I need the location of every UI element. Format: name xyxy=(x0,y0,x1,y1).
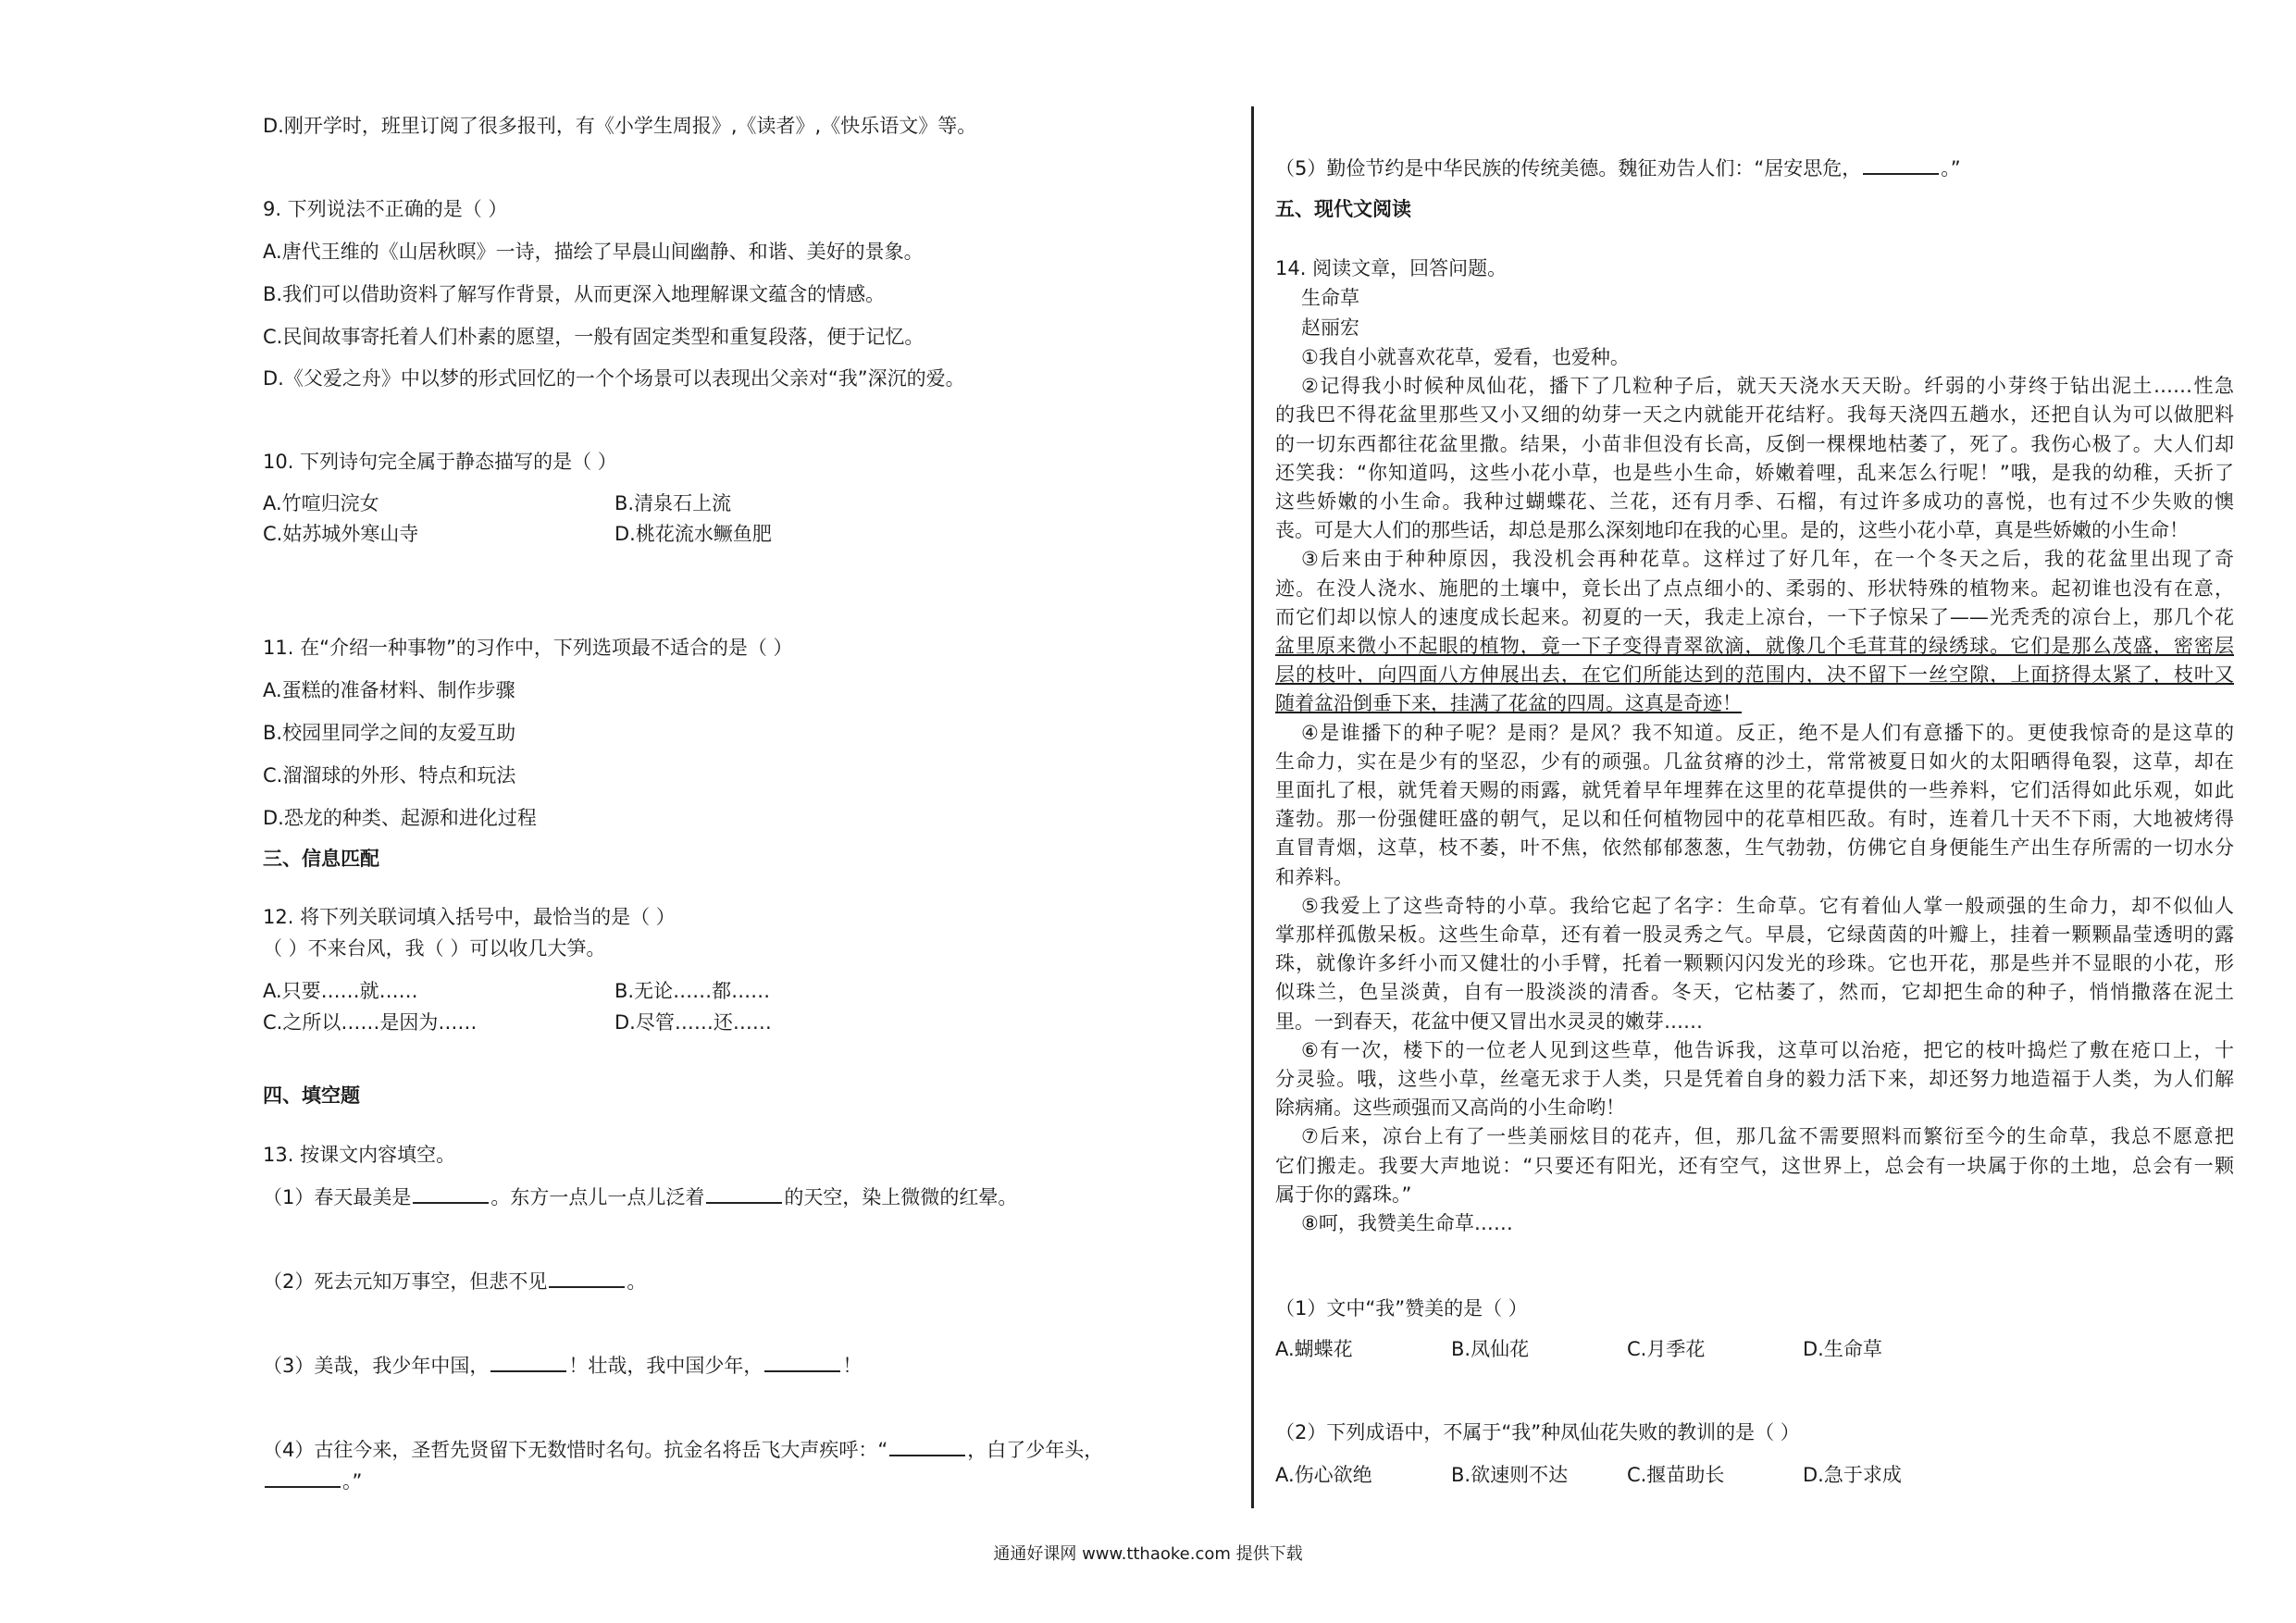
passage-line: 直冒青烟，这草，枝不萎，叶不焦，依然郁郁葱葱，生气勃勃，仿佛它自身便能生产出生存所需的一切水分 xyxy=(1275,836,2234,860)
q11-option-d: D.恐龙的种类、起源和进化过程 xyxy=(263,807,537,829)
q10-option-d: D.桃花流水鳜鱼肥 xyxy=(614,523,772,545)
q13-item-2: （2）死去元知万事空，但悲不见 。 xyxy=(263,1270,647,1293)
q14-sub1-stem: （1）文中“我”赞美的是（ ） xyxy=(1275,1297,1528,1319)
passage-line: 掌那样孤傲呆板。这些生命草，还有着一股灵秀之气。早晨，它绿茵茵的叶瓣上，挂着一颗颗晶莹透明的露 xyxy=(1275,923,2234,946)
passage-line: 珠，就像许多纤小而又健壮的小手臂，托着一颗颗闪闪发光的珍珠。它也开花，那是些并不显眼的小花，形 xyxy=(1275,952,2234,975)
passage-line: ⑤我爱上了这些奇特的小草。我给它起了名字：生命草。它有着仙人掌一般顽强的生命力，却不似仙人 xyxy=(1301,894,2234,917)
answer-blank[interactable] xyxy=(1863,156,1939,175)
page-footer: 通通好课网 www.tthaoke.com 提供下载 xyxy=(993,1544,1303,1564)
q12-stem: 12. 将下列关联词填入括号中，最恰当的是（ ） xyxy=(263,906,676,928)
q11-option-b: B.校园里同学之间的友爱互助 xyxy=(263,722,516,744)
section-4-heading: 四、填空题 xyxy=(263,1084,360,1107)
passage-line: ⑥有一次，楼下的一位老人见到这些草，他告诉我，这草可以治疮，把它的枝叶捣烂了敷在疮口上，十 xyxy=(1301,1038,2234,1061)
answer-blank[interactable] xyxy=(265,1469,341,1488)
passage-line: 盆里原来微小不起眼的植物，竟一下子变得青翠欲滴，就像几个毛茸茸的绿绣球。它们是那么茂盛，密密层 xyxy=(1275,635,2234,657)
passage-line: 和养料。 xyxy=(1275,865,1353,888)
answer-blank[interactable] xyxy=(706,1185,782,1204)
passage-line: 迹。在没人浇水、施肥的土壤中，竟长出了点点细小的、柔弱的、形状特殊的植物来。起初谁也没有在意， xyxy=(1275,576,2234,600)
q14-sub1-option-c: C.月季花 xyxy=(1627,1338,1706,1360)
q9-option-b: B.我们可以借助资料了解写作背景，从而更深入地理解课文蕴含的情感。 xyxy=(263,283,886,305)
passage-line: ③后来由于种种原因，我没机会再种花草。这样过了好几年，在一个冬天之后，我的花盆里出现了奇 xyxy=(1301,548,2234,571)
passage-line: 层的枝叶，向四面八方伸展出去，在它们所能达到的范围内，决不留下一丝空隙，上面挤得太紧了，枝叶又 xyxy=(1275,663,2234,687)
q13-item-5: （5）勤俭节约是中华民族的传统美德。魏征劝告人们：“居安思危， 。” xyxy=(1275,157,1961,180)
q10-option-a: A.竹喧归浣女 xyxy=(263,492,379,514)
q14-sub2-option-b: B.欲速则不达 xyxy=(1451,1464,1569,1486)
passage-line: 生命力，实在是少有的坚忍，少有的顽强。几盆贫瘠的沙土，常常被夏日如火的太阳晒得龟裂，这草，却在 xyxy=(1275,750,2234,773)
passage-line: 蓬勃。那一份强健旺盛的朝气，足以和任何植物园中的花草相匹敌。有时，连着几十天不下雨，大地被烤得 xyxy=(1275,808,2234,831)
q13-stem: 13. 按课文内容填空。 xyxy=(263,1144,456,1166)
q14-sub2-stem: （2）下列成语中，不属于“我”种凤仙花失败的教训的是（ ） xyxy=(1275,1421,1800,1443)
q14-sub1-option-d: D.生命草 xyxy=(1803,1338,1882,1360)
passage-line: ④是谁播下的种子呢？是雨？是风？我不知道。反正，绝不是人们有意播下的。更使我惊奇的是这草的 xyxy=(1301,721,2234,744)
passage-line: ①我自小就喜欢花草，爱看，也爱种。 xyxy=(1301,346,1630,368)
passage-line: 而它们却以惊人的速度成长起来。初夏的一天，我走上凉台，一下子惊呆了——光秃秃的凉台上，那几个花 xyxy=(1275,605,2234,628)
passage-title: 生命草 xyxy=(1301,287,1359,309)
passage-line: 里。一到春天，花盆中便又冒出水灵灵的嫩芽…… xyxy=(1275,1010,1703,1033)
q12-option-b: B.无论……都…… xyxy=(614,980,771,1002)
section-5-heading: 五、现代文阅读 xyxy=(1275,198,1411,220)
q14-sub1-option-a: A.蝴蝶花 xyxy=(1275,1338,1353,1360)
passage-line: 分灵验。哦，这些小草，丝毫无求于人类，只是凭着自身的毅力活下来，却还努力地造福于人类，为人们解 xyxy=(1275,1068,2234,1090)
passage-line: 它们搬走。我要大声地说：“只要还有阳光，还有空气，这世界上，总会有一块属于你的土地，总会有一颗 xyxy=(1275,1154,2234,1177)
q12-option-a: A.只要……就…… xyxy=(263,980,418,1002)
q11-option-a: A.蛋糕的准备材料、制作步骤 xyxy=(263,679,515,701)
q9-option-c: C.民间故事寄托着人们朴素的愿望，一般有固定类型和重复段落，便于记忆。 xyxy=(263,326,925,348)
answer-blank[interactable] xyxy=(889,1438,965,1456)
passage-line: 除病痛。这些顽强而又高尚的小生命哟！ xyxy=(1275,1096,1625,1120)
answer-blank[interactable] xyxy=(764,1354,840,1372)
q8-option-d: D.刚开学时，班里订阅了很多报刊，有《小学生周报》,《读者》,《快乐语文》等。 xyxy=(263,115,977,137)
q14-stem: 14. 阅读文章，回答问题。 xyxy=(1275,257,1508,279)
passage-line: 这些娇嫩的小生命。我种过蝴蝶花、兰花，还有月季、石榴，有过许多成功的喜悦，也有过不少失败的懊 xyxy=(1275,490,2234,513)
q9-option-d: D.《父爱之舟》中以梦的形式回忆的一个个场景可以表现出父亲对“我”深沉的爱。 xyxy=(263,367,965,390)
passage-line: 丧。可是大人们的那些话，却总是那么深刻地印在我的心里。是的，这些小花小草，真是些娇嫩的小生命！ xyxy=(1275,519,2189,542)
answer-blank[interactable] xyxy=(490,1354,566,1372)
q11-option-c: C.溜溜球的外形、特点和玩法 xyxy=(263,764,516,787)
q13-item-4: （4）古往今来，圣哲先贤留下无数惜时名句。抗金名将岳飞大声疾呼：“ ，白了少年头， xyxy=(263,1439,1104,1461)
passage-line: 似珠兰，色呈淡黄，自有一股淡淡的清香。冬天，它枯萎了，然而，它却把生命的种子，悄悄撒落在泥土 xyxy=(1275,981,2234,1004)
section-3-heading: 三、信息匹配 xyxy=(263,848,379,870)
passage-line: ⑦后来，凉台上有了一些美丽炫目的花卉，但，那几盆不需要照料而繁衍至今的生命草，我总不愿意把 xyxy=(1301,1125,2234,1148)
q11-stem: 11. 在“介绍一种事物”的习作中，下列选项最不适合的是（ ） xyxy=(263,637,793,659)
answer-blank[interactable] xyxy=(549,1270,625,1288)
q13-item-1: （1）春天最美是 。东方一点儿一点儿泛着 的天空，染上微微的红晕。 xyxy=(263,1186,1018,1208)
q14-sub2-option-d: D.急于求成 xyxy=(1803,1464,1902,1486)
q13-item-4-cont: 。” xyxy=(263,1468,362,1494)
q12-option-c: C.之所以……是因为…… xyxy=(263,1011,478,1034)
q9-stem: 9. 下列说法不正确的是（ ） xyxy=(263,198,508,220)
q9-option-a: A.唐代王维的《山居秋暝》一诗，描绘了早晨山间幽静、和谐、美好的景象。 xyxy=(263,241,924,263)
q10-option-c: C.姑苏城外寒山寺 xyxy=(263,523,419,545)
passage-line: ②记得我小时候种凤仙花，播下了几粒种子后，就天天浇水天天盼。纤弱的小芽终于钻出泥土……性急 xyxy=(1301,375,2234,398)
column-divider xyxy=(1251,106,1254,1508)
q12-sentence: （ ）不来台风，我（ ）可以收几大笋。 xyxy=(263,937,606,960)
q14-sub1-option-b: B.凤仙花 xyxy=(1451,1338,1530,1360)
passage-line: 的我巴不得花盆里那些又小又细的幼芽一天之内就能开花结籽。我每天浇四五趟水，还把自认为可以做肥料 xyxy=(1275,403,2234,427)
q10-option-b: B.清泉石上流 xyxy=(614,492,732,514)
passage-line: 随着盆沿倒垂下来，挂满了花盆的四周。这真是奇迹！ xyxy=(1275,692,1742,715)
passage-line: 还笑我：“你知道吗，这些小花小草，也是些小生命，娇嫩着哩，乱来怎么行呢！”哦，是我的幼稚，夭折了 xyxy=(1275,461,2234,484)
passage-line: 的一切东西都往花盆里撒。结果，小苗非但没有长高，反倒一棵棵地枯萎了，死了。我伤心极了。大人们却 xyxy=(1275,432,2234,455)
passage-line: 属于你的露珠。” xyxy=(1275,1183,1412,1206)
passage-line: ⑧呵，我赞美生命草…… xyxy=(1301,1212,1513,1234)
q14-sub2-option-a: A.伤心欲绝 xyxy=(1275,1464,1372,1486)
q13-item-3: （3）美哉，我少年中国， ！壮哉，我中国少年， ！ xyxy=(263,1355,863,1377)
passage-author: 赵丽宏 xyxy=(1301,316,1359,339)
answer-blank[interactable] xyxy=(413,1185,489,1204)
q10-stem: 10. 下列诗句完全属于静态描写的是（ ） xyxy=(263,451,617,473)
q14-sub2-option-c: C.揠苗助长 xyxy=(1627,1464,1725,1486)
q12-option-d: D.尽管……还…… xyxy=(614,1011,772,1034)
passage-line: 里面扎了根，就凭着天赐的雨露，就凭着早年埋葬在这里的花草提供的一些养料，它们活得如此乐观，如此 xyxy=(1275,779,2234,801)
